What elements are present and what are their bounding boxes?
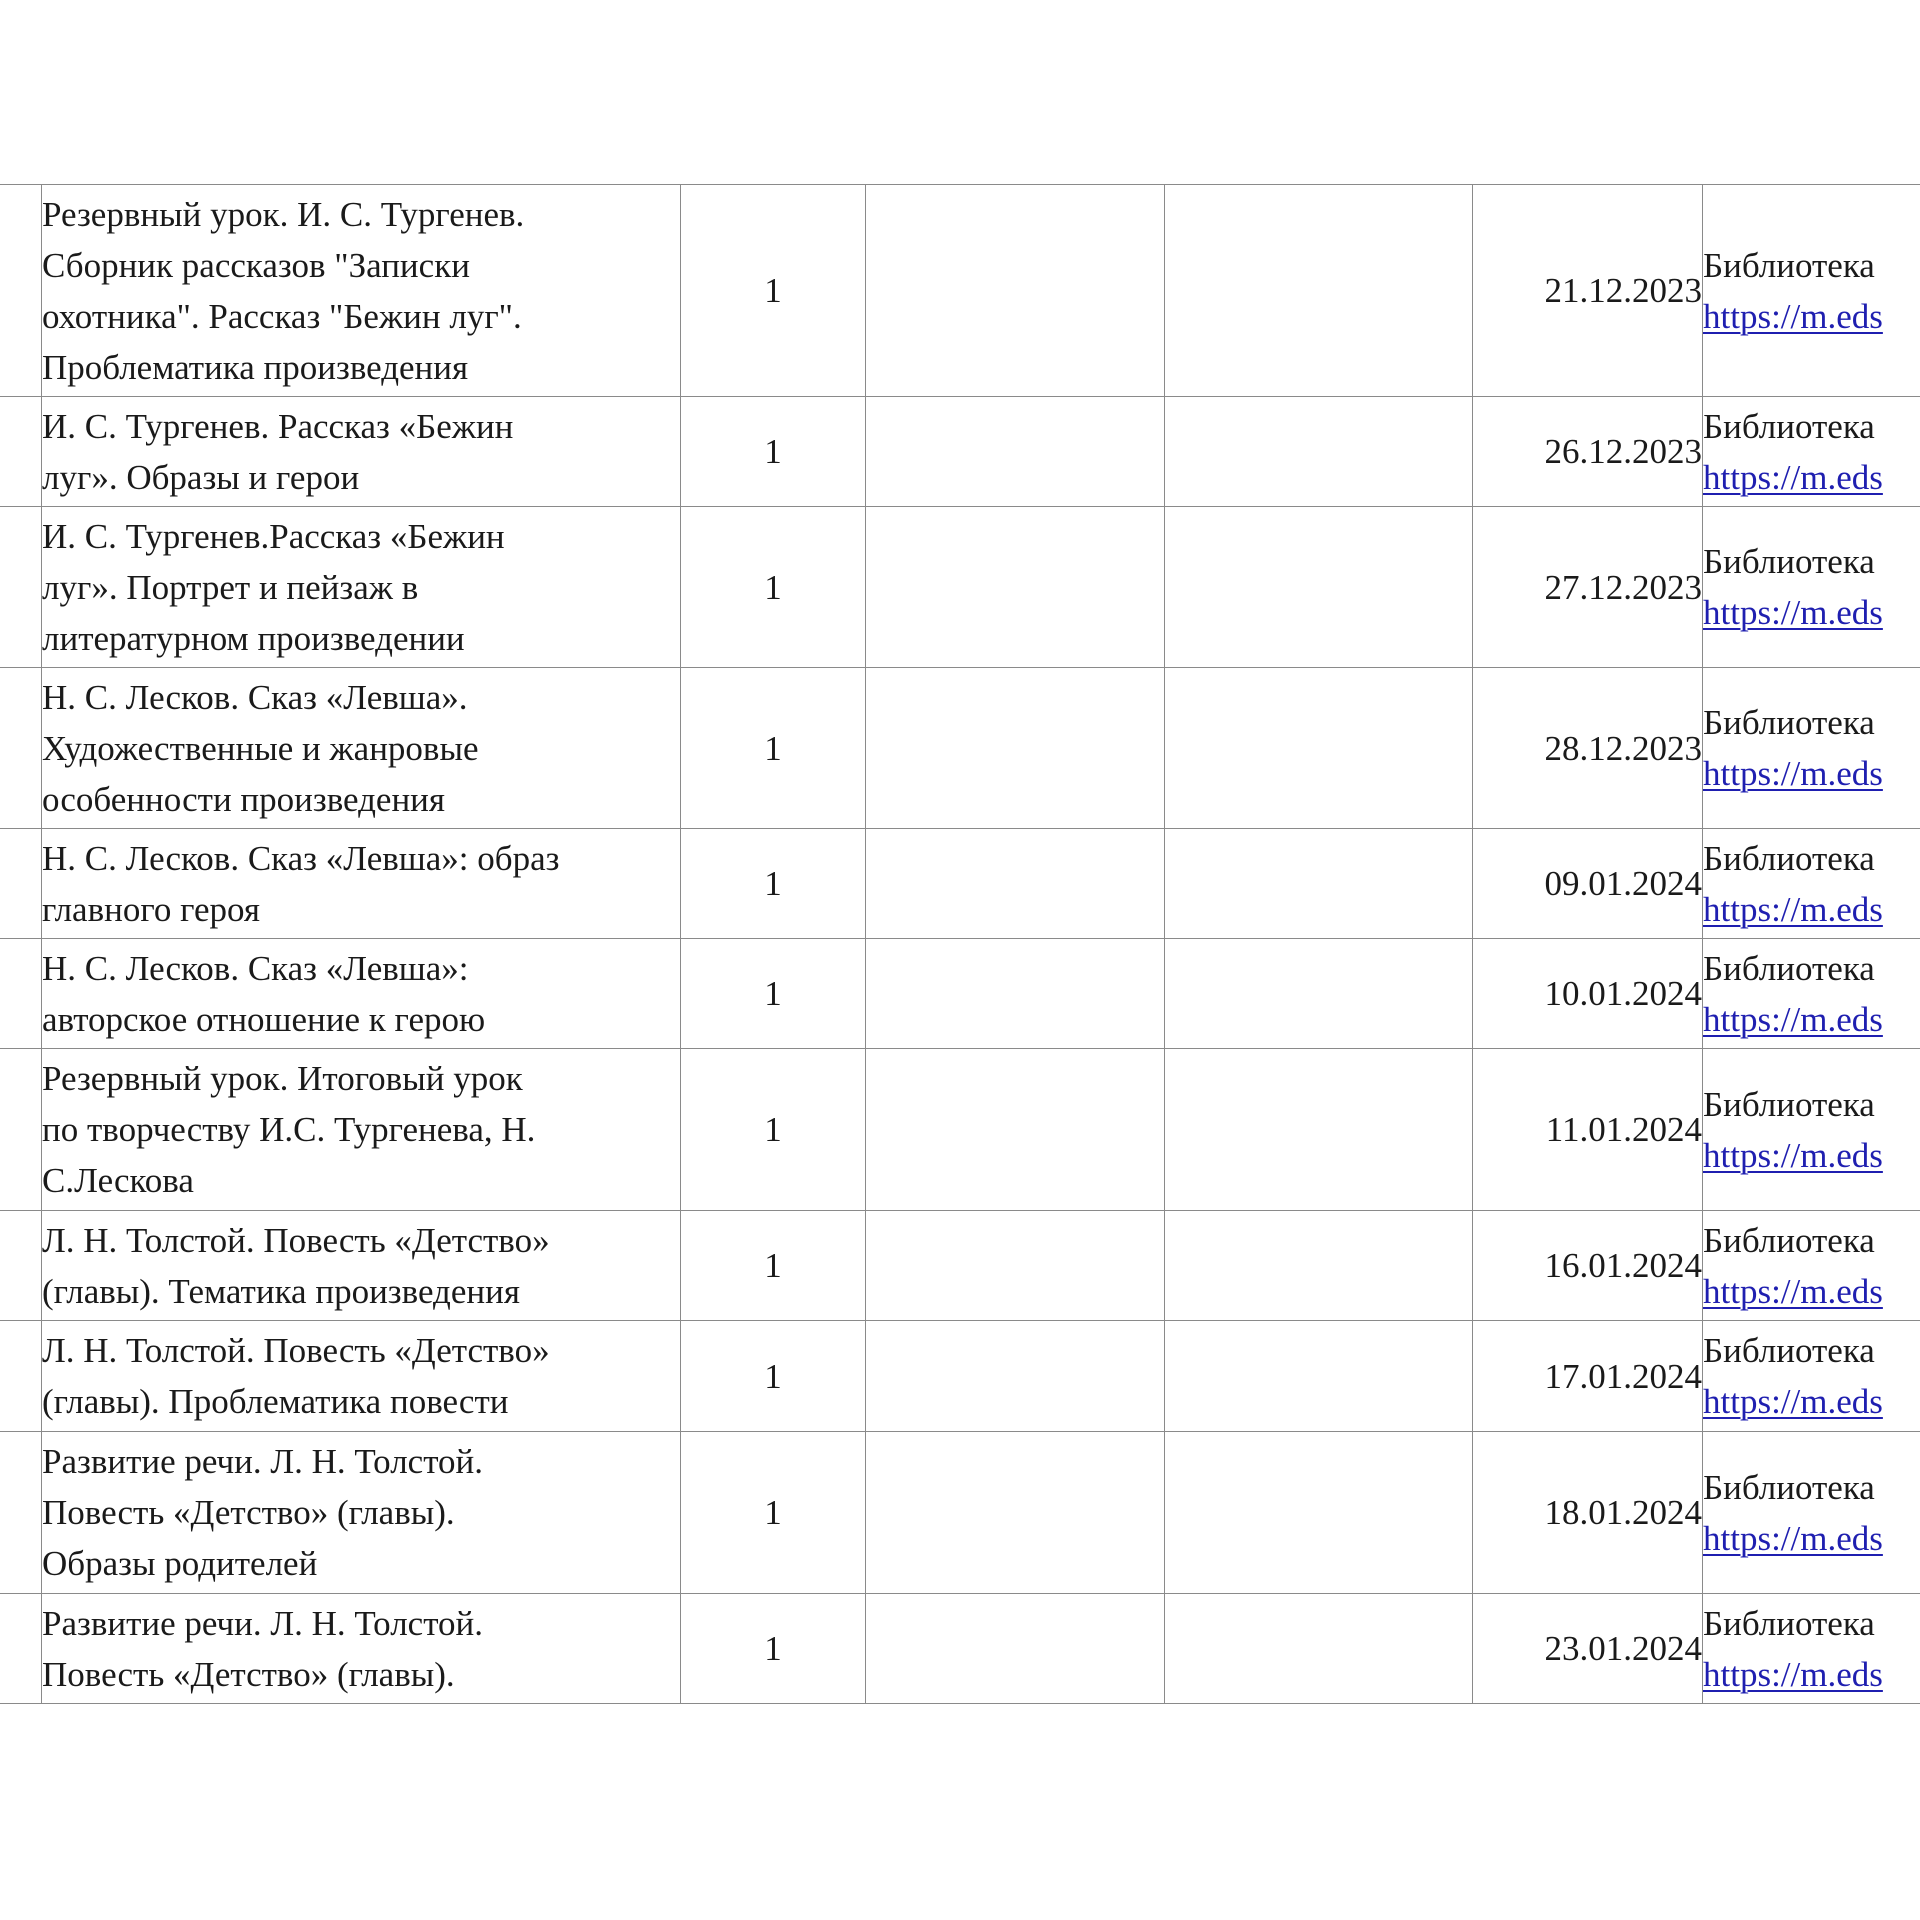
lesson-date-cell: 11.01.2024 (1473, 1049, 1703, 1211)
lesson-date-cell: 10.01.2024 (1473, 939, 1703, 1049)
row-number-cell (0, 1211, 42, 1321)
lesson-topic-cell: Н. С. Лесков. Сказ «Левша»: авторское отношение к герою (42, 939, 681, 1049)
control-works-cell (866, 829, 1165, 939)
hours-cell: 1 (681, 397, 866, 507)
control-works-cell (866, 939, 1165, 1049)
row-number-cell (0, 185, 42, 397)
practical-works-cell (1165, 829, 1473, 939)
control-works-cell (866, 1594, 1165, 1704)
digital-resource-cell (1703, 1211, 1920, 1321)
control-works-cell (866, 185, 1165, 397)
lesson-topic-cell: Л. Н. Толстой. Повесть «Детство» (главы). Тематика произведения (42, 1211, 681, 1321)
row-number-cell (0, 507, 42, 668)
row-number-cell (0, 1432, 42, 1594)
digital-resource-cell (1703, 829, 1920, 939)
digital-resource-cell (1703, 397, 1920, 507)
lesson-date-cell: 18.01.2024 (1473, 1432, 1703, 1594)
control-works-cell (866, 668, 1165, 829)
table-row (0, 1321, 1920, 1432)
digital-resource-cell (1703, 185, 1920, 397)
practical-works-cell (1165, 1321, 1473, 1432)
control-works-cell (866, 1321, 1165, 1432)
table-row (0, 829, 1920, 939)
control-works-cell (866, 1211, 1165, 1321)
resource-label: Библиотека (1703, 838, 1875, 878)
lesson-topic-cell: И. С. Тургенев. Рассказ «Бежин луг». Образы и герои (42, 397, 681, 507)
resource-label: Библиотека (1703, 1220, 1875, 1260)
hours-cell: 1 (681, 507, 866, 668)
hours-cell: 1 (681, 1211, 866, 1321)
lesson-topic-cell: Резервный урок. Итоговый урок по творчеству И.С. Тургенева, Н. С.Лескова (42, 1049, 681, 1211)
table-row (0, 668, 1920, 829)
table-row (0, 939, 1920, 1049)
control-works-cell (866, 1432, 1165, 1594)
lesson-date-cell: 09.01.2024 (1473, 829, 1703, 939)
table-body (0, 185, 1920, 1704)
hours-cell: 1 (681, 939, 866, 1049)
table-row (0, 1211, 1920, 1321)
lesson-date-cell: 17.01.2024 (1473, 1321, 1703, 1432)
resource-label: Библиотека (1703, 1331, 1875, 1370)
resource-label: Библиотека (1703, 245, 1875, 285)
digital-resource-cell (1703, 507, 1920, 668)
lesson-plan-table (0, 184, 1920, 1704)
lesson-topic-cell: Л. Н. Толстой. Повесть «Детство» (главы). Проблематика повести (42, 1321, 681, 1432)
row-number-cell (0, 1321, 42, 1432)
practical-works-cell (1165, 1594, 1473, 1704)
control-works-cell (866, 507, 1165, 668)
resource-label: Библиотека (1703, 948, 1875, 988)
digital-resource-cell (1703, 1321, 1920, 1432)
hours-cell: 1 (681, 1321, 866, 1432)
resource-link[interactable]: https://m.eds (1703, 754, 1883, 793)
practical-works-cell (1165, 397, 1473, 507)
resource-label: Библиотека (1703, 1084, 1875, 1124)
practical-works-cell (1165, 1432, 1473, 1594)
hours-cell: 1 (681, 1432, 866, 1594)
resource-label: Библиотека (1703, 542, 1875, 581)
row-number-cell (0, 397, 42, 507)
lesson-date-cell: 23.01.2024 (1473, 1594, 1703, 1704)
table-row (0, 397, 1920, 507)
control-works-cell (866, 1049, 1165, 1211)
lesson-date-cell: 26.12.2023 (1473, 397, 1703, 507)
hours-cell: 1 (681, 1594, 866, 1704)
resource-link[interactable]: https://m.eds (1703, 457, 1883, 497)
lesson-topic-cell: Резервный урок. И. С. Тургенев. Сборник рассказов "Записки охотника". Рассказ "Бежин луг". Проблематика произведения (42, 185, 681, 397)
practical-works-cell (1165, 1211, 1473, 1321)
lesson-topic-cell: Н. С. Лесков. Сказ «Левша»: образ главного героя (42, 829, 681, 939)
lesson-topic-cell: Развитие речи. Л. Н. Толстой. Повесть «Детство» (главы). Образы родителей (42, 1432, 681, 1594)
practical-works-cell (1165, 507, 1473, 668)
hours-cell: 1 (681, 185, 866, 397)
practical-works-cell (1165, 185, 1473, 397)
digital-resource-cell (1703, 1049, 1920, 1211)
digital-resource-cell (1703, 939, 1920, 1049)
row-number-cell (0, 668, 42, 829)
row-number-cell (0, 1594, 42, 1704)
resource-label: Библиотека (1703, 1467, 1875, 1507)
table-row (0, 185, 1920, 397)
table-row (0, 1594, 1920, 1704)
resource-link[interactable]: https://m.eds (1703, 593, 1883, 632)
lesson-topic-cell: И. С. Тургенев.Рассказ «Бежин луг». Портрет и пейзаж в литературном произведении (42, 507, 681, 668)
resource-link[interactable]: https://m.eds (1703, 999, 1883, 1039)
resource-label: Библиотека (1703, 406, 1875, 446)
digital-resource-cell (1703, 668, 1920, 829)
resource-link[interactable]: https://m.eds (1703, 1382, 1883, 1421)
practical-works-cell (1165, 939, 1473, 1049)
resource-link[interactable]: https://m.eds (1703, 1135, 1883, 1175)
hours-cell: 1 (681, 668, 866, 829)
resource-link[interactable]: https://m.eds (1703, 1518, 1883, 1558)
resource-label: Библиотека (1703, 703, 1875, 742)
lesson-date-cell: 21.12.2023 (1473, 185, 1703, 397)
resource-link[interactable]: https://m.eds (1703, 1654, 1883, 1694)
hours-cell: 1 (681, 1049, 866, 1211)
table-row (0, 507, 1920, 668)
row-number-cell (0, 829, 42, 939)
lesson-topic-cell: Развитие речи. Л. Н. Толстой. Повесть «Детство» (главы). (42, 1594, 681, 1704)
lesson-date-cell: 28.12.2023 (1473, 668, 1703, 829)
row-number-cell (0, 939, 42, 1049)
practical-works-cell (1165, 1049, 1473, 1211)
practical-works-cell (1165, 668, 1473, 829)
lesson-date-cell: 16.01.2024 (1473, 1211, 1703, 1321)
resource-link[interactable]: https://m.eds (1703, 889, 1883, 929)
lesson-topic-cell: Н. С. Лесков. Сказ «Левша». Художественные и жанровые особенности произведения (42, 668, 681, 829)
digital-resource-cell (1703, 1432, 1920, 1594)
control-works-cell (866, 397, 1165, 507)
resource-link[interactable]: https://m.eds (1703, 296, 1883, 336)
resource-label: Библиотека (1703, 1603, 1875, 1643)
table-row (0, 1432, 1920, 1594)
resource-link[interactable]: https://m.eds (1703, 1271, 1883, 1311)
table-row (0, 1049, 1920, 1211)
hours-cell: 1 (681, 829, 866, 939)
digital-resource-cell (1703, 1594, 1920, 1704)
row-number-cell (0, 1049, 42, 1211)
lesson-date-cell: 27.12.2023 (1473, 507, 1703, 668)
